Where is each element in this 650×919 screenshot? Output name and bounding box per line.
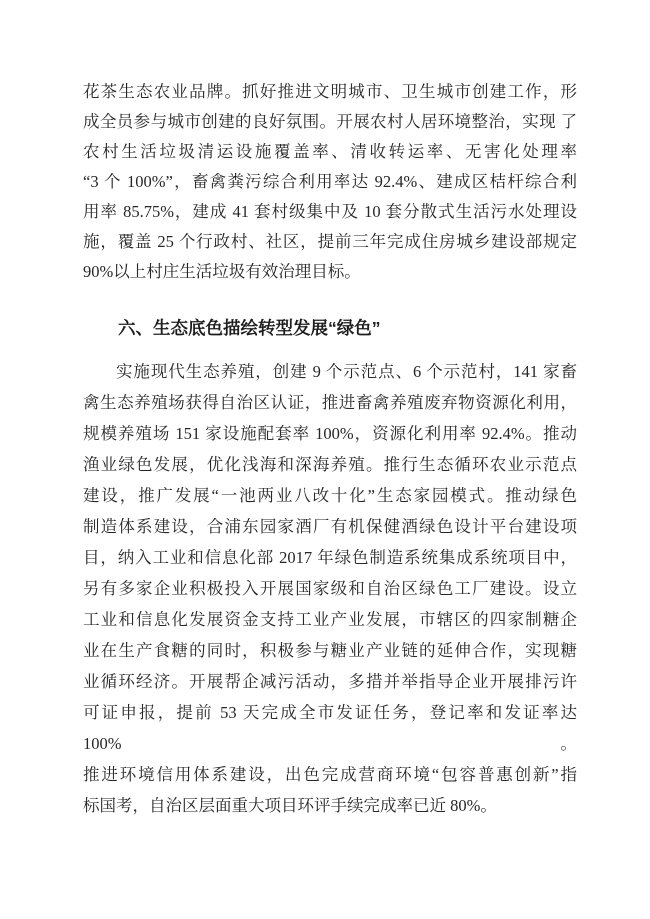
text-line: 禽生态养殖场获得自治区认证，推进畜禽养殖废弃物资源化利用， <box>83 393 577 412</box>
text-line: 制造体系建设，合浦东园家酒厂有机保健酒绿色设计平台建设项 <box>83 517 577 536</box>
text-line: 花茶生态农业品牌。抓好推进文明城市、卫生城市创建工作，形 <box>83 82 577 101</box>
document-content <box>83 77 577 821</box>
text-line: 目，纳入工业和信息化部 2017 年绿色制造系统集成系统项目中， <box>83 548 577 567</box>
text-line: 业在生产食糖的同时，积极参与糖业产业链的延伸合作，实现糖 <box>83 641 577 660</box>
text-line: 工业和信息化发展资金支持工业产业发展，市辖区的四家制糖企 <box>83 610 577 629</box>
paragraph-section-body <box>83 356 577 821</box>
text-line: 渔业绿色发展，优化浅海和深海养殖。推行生态循环农业示范点 <box>83 455 577 474</box>
text-line: “3 个 100%”，畜禽粪污综合利用率达 92.4%、建成区桔杆综合利 <box>83 172 577 191</box>
section-heading: 六、生态底色描绘转型发展“绿色” <box>118 318 381 338</box>
text-line: 建设，推广发展“一池两业八改十化”生态家园模式。推动绿色 <box>83 486 577 505</box>
text-line: 实施现代生态养殖，创建 9 个示范点、6 个示范村，141 家畜 <box>116 362 577 381</box>
text-line: 90%以上村庄生活垃圾有效治理目标。 <box>83 262 361 281</box>
text-line: 施，覆盖 25 个行政村、社区，提前三年完成住房城乡建设部规定 <box>83 232 577 251</box>
text-line: 标国考，自治区层面重大项目环评手续完成率已近 80%。 <box>83 796 497 815</box>
text-line: 规模养殖场 151 家设施配套率 100%，资源化利用率 92.4%。推动 <box>83 424 577 443</box>
text-line: 推进环境信用体系建设，出色完成营商环境“包容普惠创新”指 <box>83 765 577 784</box>
text-line: 可证申报，提前 53 天完成全市发证任务，登记率和发证率达 100%。 <box>83 703 577 753</box>
paragraph-continued <box>83 77 577 287</box>
text-line: 业循环经济。开展帮企减污活动，多措并举指导企业开展排污许 <box>83 672 577 691</box>
text-line: 成全员参与城市创建的良好氛围。开展农村人居环境整治，实现 了 <box>83 112 577 131</box>
text-line: 农村生活垃圾清运设施覆盖率、清收转运率、无害化处理率 <box>83 142 577 161</box>
text-line: 用率 85.75%，建成 41 套村级集中及 10 套分散式生活污水处理设 <box>83 202 577 221</box>
text-line: 另有多家企业积极投入开展国家级和自治区绿色工厂建设。设立 <box>83 579 577 598</box>
